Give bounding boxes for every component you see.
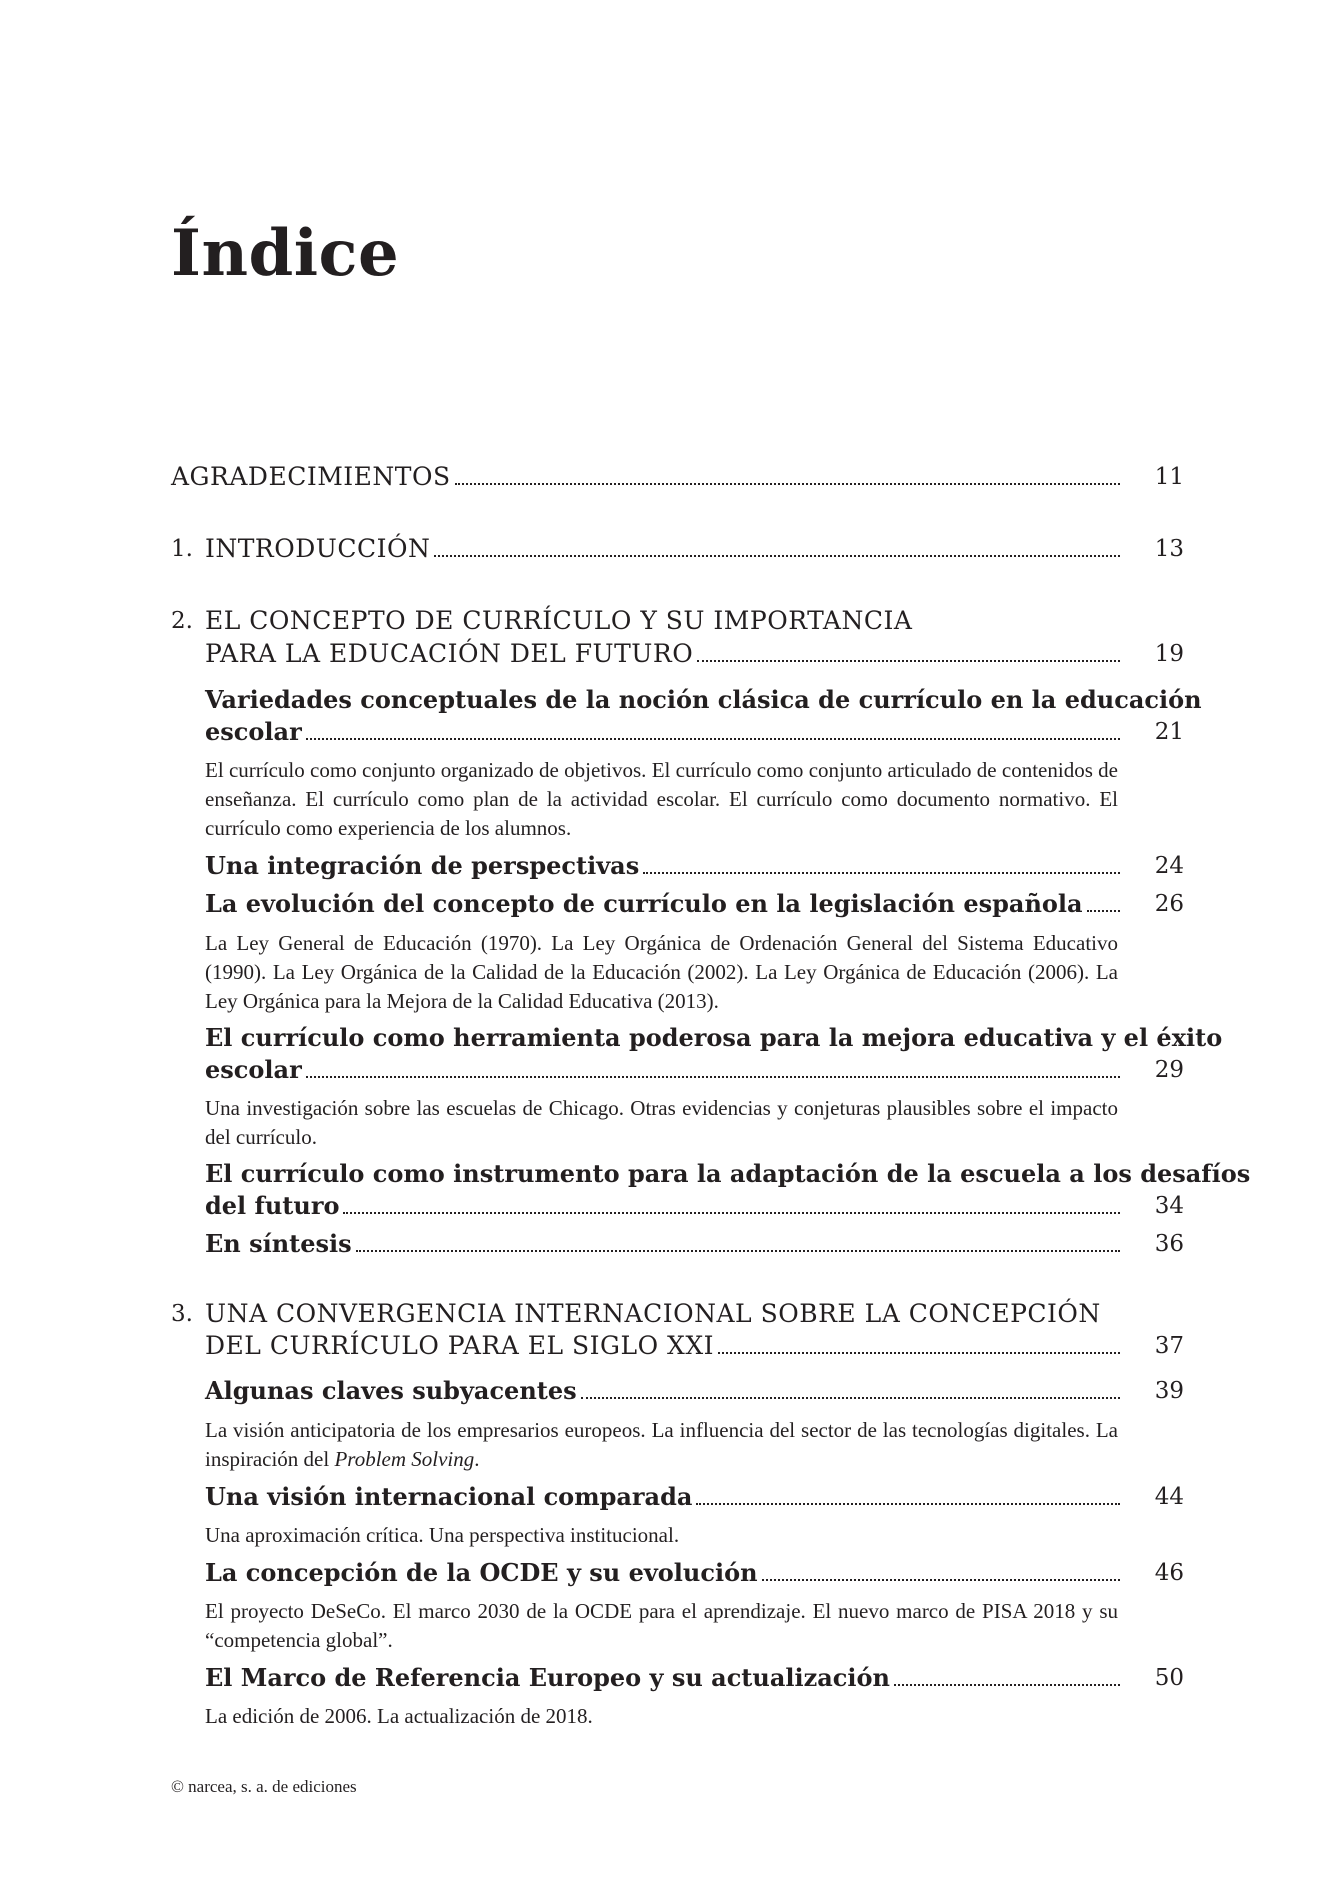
- dot-leader: [306, 1052, 1120, 1088]
- page-number: 21: [1154, 719, 1184, 745]
- toc-entry-section[interactable]: [205, 1052, 1184, 1088]
- page-number: 46: [1154, 1560, 1184, 1586]
- section-description: El proyecto DeSeCo. El marco 2030 de la OCDE para el aprendizaje. El nuevo marco de PISA 2018 y su “competencia global”.: [205, 1599, 1118, 1652]
- dot-leader: [696, 1479, 1120, 1515]
- chapter-number: 3.: [171, 1301, 193, 1327]
- toc-entry-section[interactable]: [205, 1660, 1184, 1696]
- section-description: Una investigación sobre las escuelas de Chicago. Otras evidencias y conjeturas plausibles sobre el impacto del currículo.: [205, 1096, 1118, 1149]
- dot-leader: [762, 1555, 1120, 1591]
- section-title: La concepción de la OCDE y su evolución: [205, 1558, 758, 1587]
- toc-entry-section[interactable]: [205, 1555, 1184, 1591]
- description-text: .: [474, 1447, 480, 1471]
- toc-entry-section[interactable]: [205, 848, 1184, 884]
- chapter-title-line-2: PARA LA EDUCACIÓN DEL FUTURO: [205, 639, 694, 668]
- section-title-line-1: El currículo como instrumento para la adaptación de la escuela a los desafíos: [205, 1159, 1251, 1188]
- dot-leader: [1087, 886, 1120, 922]
- page-number: 36: [1154, 1231, 1184, 1257]
- chapter-title: INTRODUCCIÓN: [205, 534, 431, 563]
- section-title-line-2: del futuro: [205, 1191, 340, 1220]
- page-title: Índice: [171, 216, 400, 291]
- chapter-number: 2.: [171, 608, 193, 634]
- toc-entry-chapter-2[interactable]: [205, 636, 1184, 672]
- section-title: Una visión internacional comparada: [205, 1482, 693, 1511]
- dot-leader: [581, 1373, 1120, 1409]
- chapter-title-line-2: DEL CURRÍCULO PARA EL SIGLO XXI: [205, 1331, 714, 1360]
- page-number: 13: [1154, 536, 1184, 562]
- page-number: 24: [1154, 853, 1184, 879]
- section-title: En síntesis: [205, 1229, 352, 1258]
- page-number: 29: [1154, 1057, 1184, 1083]
- section-description: La Ley General de Educación (1970). La Ley Orgánica de Ordenación General del Sistema Educativo (1990). La Ley Orgánica de la Calidad de la Educación (2002). La Ley Orgánica de Educación (2006). La Ley Orgánica para la Mejora de la Calidad Educativa (2013).: [205, 931, 1118, 1013]
- toc-entry-section[interactable]: [205, 886, 1184, 922]
- dot-leader: [455, 459, 1120, 495]
- dot-leader: [434, 531, 1120, 567]
- section-title-line-1: El currículo como herramienta poderosa para la mejora educativa y el éxito: [205, 1023, 1223, 1052]
- section-description: Una aproximación crítica. Una perspectiva institucional.: [205, 1523, 680, 1547]
- dot-leader: [306, 714, 1120, 750]
- toc-entry-section[interactable]: [205, 1479, 1184, 1515]
- section-title-line-2: escolar: [205, 1055, 302, 1084]
- description-text: La visión anticipatoria de los empresarios europeos. La influencia del sector de las tecnologías digitales. La inspiración del: [205, 1418, 1118, 1471]
- toc-entry-agradecimientos[interactable]: [171, 459, 1184, 495]
- dot-leader: [343, 1188, 1120, 1224]
- toc-entry-chapter-1[interactable]: [205, 531, 1184, 567]
- page-number: 11: [1154, 464, 1184, 490]
- section-title-line-1: Variedades conceptuales de la noción clásica de currículo en la educación: [205, 685, 1202, 714]
- section-title: La evolución del concepto de currículo en la legislación española: [205, 889, 1083, 918]
- chapter-title-line-1: EL CONCEPTO DE CURRÍCULO Y SU IMPORTANCIA: [205, 606, 913, 635]
- toc-entry-section[interactable]: [205, 1188, 1184, 1224]
- toc-entry-section[interactable]: [205, 1226, 1184, 1262]
- chapter-title-line-1: UNA CONVERGENCIA INTERNACIONAL SOBRE LA CONCEPCIÓN: [205, 1299, 1101, 1328]
- page-number: 37: [1154, 1333, 1184, 1359]
- section-description: El currículo como conjunto organizado de objetivos. El currículo como conjunto articulado de contenidos de enseñanza. El currículo como plan de la actividad escolar. El currículo como documento normativo. El currículo como experiencia de los alumnos.: [205, 758, 1118, 840]
- description-italic-term: Problem Solving: [334, 1447, 475, 1471]
- chapter-number: 1.: [171, 536, 193, 562]
- toc-entry-section[interactable]: [205, 1373, 1184, 1409]
- page-number: 19: [1154, 641, 1184, 667]
- dot-leader: [697, 636, 1120, 672]
- section-title: Algunas claves subyacentes: [205, 1376, 577, 1405]
- page-number: 39: [1154, 1378, 1184, 1404]
- dot-leader: [356, 1226, 1120, 1262]
- toc-entry-chapter-3[interactable]: [205, 1328, 1184, 1364]
- page-number: 34: [1154, 1193, 1184, 1219]
- dot-leader: [894, 1660, 1120, 1696]
- toc-entry-label: AGRADECIMIENTOS: [171, 462, 451, 491]
- section-description: [205, 1416, 1118, 1474]
- section-title: El Marco de Referencia Europeo y su actualización: [205, 1663, 890, 1692]
- section-title: Una integración de perspectivas: [205, 851, 640, 880]
- section-title-line-2: escolar: [205, 717, 302, 746]
- dot-leader: [643, 848, 1120, 884]
- toc-entry-section[interactable]: [205, 714, 1184, 750]
- copyright-footer: © narcea, s. a. de ediciones: [171, 1777, 357, 1796]
- page-number: 50: [1154, 1665, 1184, 1691]
- section-description: La edición de 2006. La actualización de 2018.: [205, 1704, 593, 1728]
- page-number: 44: [1154, 1484, 1184, 1510]
- dot-leader: [718, 1328, 1120, 1364]
- page-number: 26: [1154, 891, 1184, 917]
